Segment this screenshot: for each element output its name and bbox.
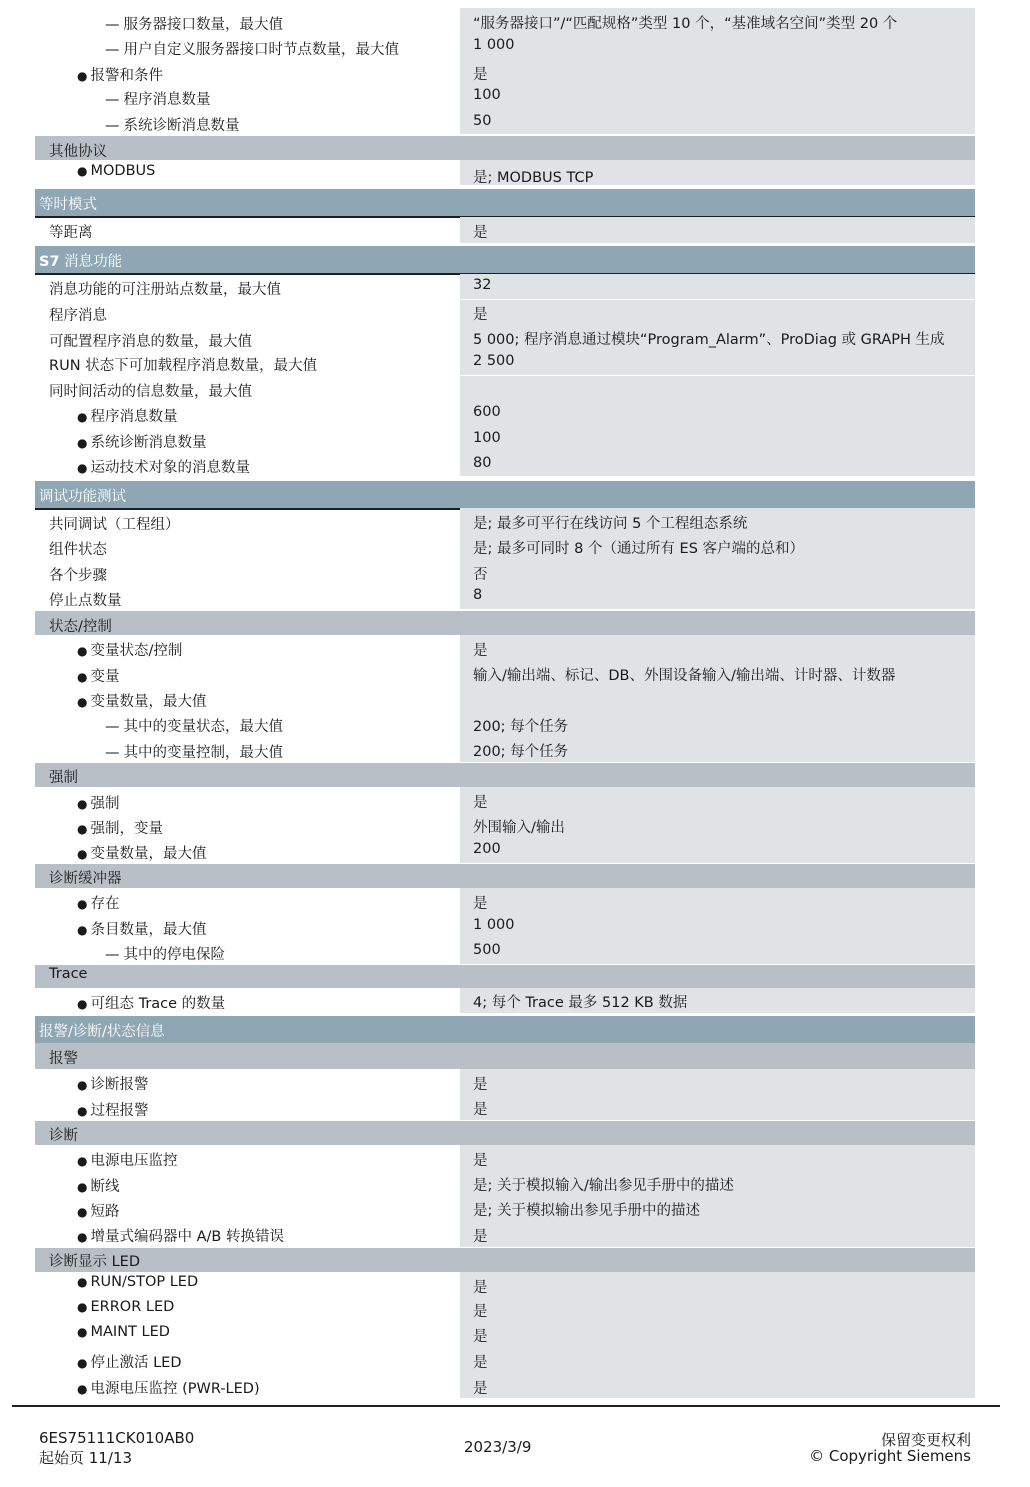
spec-label [77,1225,284,1246]
spec-label [105,741,283,762]
section-title-text: 状态/控制 [49,619,112,635]
bullet-marker: ● [77,923,88,937]
bullet-marker: ● [77,410,88,424]
spec-row [35,1296,975,1321]
dash-marker: — [105,42,120,58]
spec-value: 是 [473,1304,488,1320]
section-title [49,1250,140,1271]
spec-label [49,354,317,375]
spec-row [35,888,975,914]
spec-label [77,842,206,863]
spec-value-cell [460,1221,975,1247]
spec-value-cell [460,1145,975,1171]
dash-marker: — [105,118,120,134]
spec-value: 4; 每个 Trace 最多 512 KB 数据 [473,995,688,1011]
spec-label-text: 断线 [90,1179,120,1195]
spec-label [77,639,182,660]
spec-label-text: 条目数量，最大值 [90,922,207,938]
spec-value: 200; 每个任务 [473,744,569,760]
bullet-marker: ● [77,797,88,811]
spec-label-text: 运动技术对象的消息数量 [90,460,250,476]
spec-row [35,635,975,661]
spec-row [35,426,975,451]
spec-label-text: RUN 状态下可加载程序消息数量，最大值 [49,358,318,374]
bullet-marker: ● [77,847,88,861]
dash-marker: — [105,92,120,108]
spec-label [77,892,119,913]
spec-label [77,992,225,1013]
dash-marker: — [105,17,120,33]
spec-label [77,1073,148,1094]
spec-value-cell [460,1346,975,1372]
section-title-text: 调试功能测试 [39,489,126,505]
spec-value-cell [460,451,975,476]
bullet-marker: ● [77,1300,88,1314]
spec-label [105,715,283,736]
spec-row [35,1221,975,1247]
spec-value-cell [460,584,975,609]
spec-value-cell [460,274,975,299]
section-header [35,189,975,218]
spec-value: 输入/输出端、标记、DB、外围设备输入/输出端、计时器、计数器 [473,668,896,684]
spec-row [35,109,975,134]
spec-value: 5 000; 程序消息通过模块“Program_Alarm”、ProDiag 或 GRAPH 生成 [473,332,945,348]
spec-value: 是 [473,1355,488,1371]
subsection-header [35,1248,975,1272]
spec-label [105,13,283,34]
subsection-header [35,136,975,160]
bullet-marker: ● [77,1275,88,1289]
section-title-text: 其他协议 [49,144,107,160]
spec-label-text: 可组态 Trace 的数量 [90,996,226,1012]
spec-value: 80 [473,455,492,471]
section-title [49,1047,78,1068]
spec-row [35,737,975,762]
spec-value-cell [460,661,975,686]
spec-label [105,114,240,135]
spec-label-text: 程序消息 [49,308,107,324]
spec-value: 是; MODBUS TCP [473,170,594,186]
spec-row [35,508,975,534]
section-header [35,1016,975,1045]
spec-label [49,221,93,242]
spec-value-cell [460,888,975,914]
spec-value-cell [460,325,975,350]
bullet-marker: ● [77,997,88,1011]
spec-label [77,1200,119,1221]
dash-marker: — [105,947,120,963]
bullet-marker: ● [77,1104,88,1118]
spec-value-cell [460,59,975,84]
spec-label-text: 停止激活 LED [90,1355,182,1371]
spec-value-cell [460,1372,975,1398]
spec-label-text: 等距离 [49,225,93,241]
spec-row [35,534,975,559]
spec-row [35,325,975,350]
section-title-text: Trace [49,966,88,982]
spec-value-cell [460,34,975,59]
spec-label-text: 电源电压监控 [90,1153,178,1169]
spec-label-text: 其中的变量控制，最大值 [123,745,283,761]
spec-label-text: ERROR LED [90,1299,175,1315]
spec-value: 是 [473,1381,488,1397]
bullet-marker: ● [77,461,88,475]
spec-row [35,939,975,964]
spec-label [77,64,163,85]
spec-label-text: MODBUS [90,163,156,179]
spec-value: 是 [473,67,488,83]
spec-label [77,1099,148,1120]
spec-label [77,690,206,711]
spec-value: 是; 最多可平行在线访问 5 个工程组态系统 [473,516,748,532]
spec-label-text: 消息功能的可注册站点数量，最大值 [49,282,281,298]
spec-value: 8 [473,587,483,603]
spec-row [35,813,975,838]
spec-row [35,274,975,299]
spec-label-text: 强制，变量 [90,821,163,837]
spec-value-cell [460,300,975,325]
spec-value-cell [460,426,975,451]
spec-label [49,513,180,534]
spec-label [77,1351,182,1372]
spec-row [35,584,975,609]
section-title [49,867,122,888]
bullet-marker: ● [77,1356,88,1370]
spec-value-cell [460,988,975,1013]
spec-row [35,300,975,325]
bullet-marker: ● [77,897,88,911]
section-title-text: 等时模式 [39,197,97,213]
spec-label [77,456,250,477]
spec-row [35,1171,975,1196]
section-title [49,140,107,161]
bullet-marker: ● [77,69,88,83]
spec-value: 1 000 [473,917,515,933]
spec-label-text: 变量数量，最大值 [90,694,207,710]
spec-label [77,405,177,426]
spec-row [35,1145,975,1171]
spec-label [77,163,155,179]
spec-value-cell [460,813,975,838]
spec-label-text: 报警和条件 [90,68,163,84]
spec-label-text: 组件状态 [49,542,107,558]
spec-label [77,817,163,838]
spec-value: 是 [473,896,488,912]
spec-label [49,304,107,325]
spec-label-text: 过程报警 [90,1103,149,1119]
bullet-marker: ● [77,644,88,658]
spec-row [35,1321,975,1346]
bullet-marker: ● [77,1230,88,1244]
spec-label-text: 系统诊断消息数量 [123,118,240,134]
spec-label [105,38,399,59]
rights-notice: 保留变更权利 [880,1431,971,1449]
bullet-marker: ● [77,695,88,709]
spec-label-text: 同时间活动的信息数量，最大值 [49,384,252,400]
spec-label [77,1175,119,1196]
spec-value: 1 000 [473,37,515,53]
subsection-header [35,864,975,888]
spec-value: 200; 每个任务 [473,719,569,735]
spec-row [35,59,975,84]
subsection-header [35,611,975,635]
spec-value: 是 [473,795,488,811]
spec-value-cell [460,109,975,134]
spec-label-text: RUN/STOP LED [90,1274,199,1290]
spec-value: 是 [473,1153,488,1169]
subsection-header [35,1121,975,1145]
spec-value: 外围输入/输出 [473,820,565,836]
spec-label-text: 短路 [90,1204,120,1220]
spec-value-cell [460,401,975,426]
spec-label-text: 可配置程序消息的数量，最大值 [49,334,252,350]
bullet-marker: ● [77,1180,88,1194]
spec-label [49,589,122,610]
spec-value: 600 [473,404,501,420]
spec-label-text: 其中的变量状态，最大值 [123,719,283,735]
spec-label [77,1149,177,1170]
spec-row [35,8,975,34]
bullet-marker: ● [77,1382,88,1396]
section-title-text: 报警/诊断/状态信息 [39,1024,165,1040]
spec-value-cell [460,711,975,737]
spec-row [35,838,975,863]
spec-label-text: 停止点数量 [49,593,122,609]
bullet-marker: ● [77,822,88,836]
spec-label-text: 存在 [90,896,120,912]
spec-row [35,376,975,401]
section-header [35,481,975,510]
section-title-text: 消息功能 [59,254,123,270]
spec-label-text: 程序消息数量 [90,409,178,425]
spec-value: 是 [473,1077,488,1093]
spec-label [77,1377,260,1398]
spec-value: 是; 最多可同时 8 个（通过所有 ES 客户端的总和） [473,541,805,557]
spec-value: 100 [473,87,501,103]
spec-value-cell [460,8,975,34]
section-title [49,766,78,787]
spec-label [49,538,107,559]
page-number: 起始页 11/13 [39,1449,132,1467]
spec-row [35,84,975,109]
spec-value-cell [460,376,975,401]
subsection-header [35,965,975,988]
bullet-marker: ● [77,1154,88,1168]
spec-value: 是 [473,225,488,241]
subsection-header [35,763,975,787]
spec-value-cell [460,1272,975,1296]
spec-value-cell [460,84,975,109]
spec-value-cell [460,838,975,863]
section-title-text: 诊断 [49,1128,78,1144]
spec-row [35,914,975,939]
spec-value-cell [460,635,975,661]
order-number: 6ES75111CK010AB0 [39,1429,195,1447]
spec-label-text: 变量数量，最大值 [90,846,207,862]
spec-label-text: 共同调试（工程组） [49,517,180,533]
spec-row [35,1069,975,1095]
section-title-text: 强制 [49,770,78,786]
spec-value-cell [460,508,975,534]
spec-row [35,1196,975,1221]
spec-label-text: 增量式编码器中 A/B 转换错误 [90,1229,284,1245]
bullet-marker: ● [77,1325,88,1339]
bullet-marker: ● [77,436,88,450]
spec-value-cell [460,1196,975,1221]
spec-row [35,1346,975,1372]
spec-value-cell [460,787,975,813]
spec-value-cell [460,559,975,584]
spec-value-cell [460,1095,975,1120]
section-title [49,615,112,636]
spec-row [35,988,975,1013]
spec-value-cell [460,1296,975,1321]
spec-value: 100 [473,430,501,446]
spec-label-text: 电源电压监控 (PWR-LED) [90,1381,260,1397]
section-title-text: 诊断缓冲器 [49,871,122,887]
section-title [49,966,87,982]
spec-label [77,1274,198,1290]
spec-value: 500 [473,942,501,958]
copyright: © Copyright Siemens [809,1447,971,1465]
spec-value-cell [460,1321,975,1346]
bullet-marker: ● [77,164,88,178]
spec-row [35,217,975,243]
spec-label-text: 诊断报警 [90,1077,149,1093]
spec-value: 2 500 [473,353,515,369]
spec-value-cell [460,534,975,559]
spec-label [49,564,107,585]
spec-row [35,711,975,737]
spec-value: 否 [473,567,488,583]
spec-value: 是 [473,1329,488,1345]
spec-value: 200 [473,841,501,857]
document-date: 2023/3/9 [464,1438,532,1456]
subsection-header [35,1043,975,1069]
spec-label [77,1324,170,1340]
spec-row [35,661,975,686]
spec-value: 是 [473,1102,488,1118]
spec-row [35,1095,975,1120]
spec-value-cell [460,686,975,711]
spec-label-text: 程序消息数量 [123,92,211,108]
spec-label-text: 强制 [90,796,120,812]
spec-row [35,451,975,476]
section-title-prefix: S7 [39,254,60,270]
spec-value: 是; 关于模拟输出参见手册中的描述 [473,1203,700,1219]
spec-value: 是 [473,307,488,323]
section-title [39,250,122,271]
spec-label [77,918,206,939]
spec-value-cell [460,1171,975,1196]
spec-row [35,160,975,185]
spec-value: 是; 关于模拟输入/输出参见手册中的描述 [473,1178,734,1194]
spec-label [105,88,211,109]
spec-value-cell [460,737,975,762]
spec-value-cell [460,160,975,185]
spec-value-cell [460,350,975,375]
spec-label-text: 服务器接口数量，最大值 [123,17,283,33]
spec-value: 50 [473,113,492,129]
spec-value-cell [460,939,975,964]
spec-label-text: 变量 [90,669,120,685]
spec-label [49,278,281,299]
spec-value-cell [460,217,975,243]
spec-value-cell [460,1069,975,1095]
dash-marker: — [105,719,120,735]
spec-label-text: 各个步骤 [49,568,107,584]
spec-row [35,1272,975,1296]
spec-row [35,350,975,375]
bullet-marker: ● [77,1205,88,1219]
section-title [39,1020,165,1041]
section-title [39,485,126,506]
dash-marker: — [105,745,120,761]
spec-label-text: 变量状态/控制 [90,643,183,659]
section-title [39,193,97,214]
spec-label-text: MAINT LED [90,1324,170,1340]
spec-value: 是 [473,1229,488,1245]
bullet-marker: ● [77,670,88,684]
spec-row [35,401,975,426]
spec-value-cell [460,914,975,939]
spec-value: 是 [473,643,488,659]
section-title [49,1124,78,1145]
spec-row [35,787,975,813]
spec-row [35,686,975,711]
spec-label [49,330,252,351]
spec-label [77,665,119,686]
spec-label [49,380,252,401]
spec-value: 是 [473,1280,488,1296]
spec-row [35,34,975,59]
section-header [35,246,975,275]
bullet-marker: ● [77,1078,88,1092]
spec-label-text: 用户自定义服务器接口时节点数量，最大值 [123,42,399,58]
section-title-text: 诊断显示 LED [49,1254,141,1270]
spec-row [35,1372,975,1398]
spec-value: “服务器接口”/“匹配规格”类型 10 个，“基准域名空间”类型 20 个 [473,16,898,32]
spec-label [77,792,119,813]
footer-divider [12,1405,1000,1407]
section-title-text: 报警 [49,1051,78,1067]
spec-value: 32 [473,277,492,293]
spec-row [35,559,975,584]
spec-label [77,1299,174,1315]
spec-label [77,431,206,452]
spec-label-text: 系统诊断消息数量 [90,435,207,451]
spec-label-text: 其中的停电保险 [123,947,225,963]
spec-label [105,943,225,964]
